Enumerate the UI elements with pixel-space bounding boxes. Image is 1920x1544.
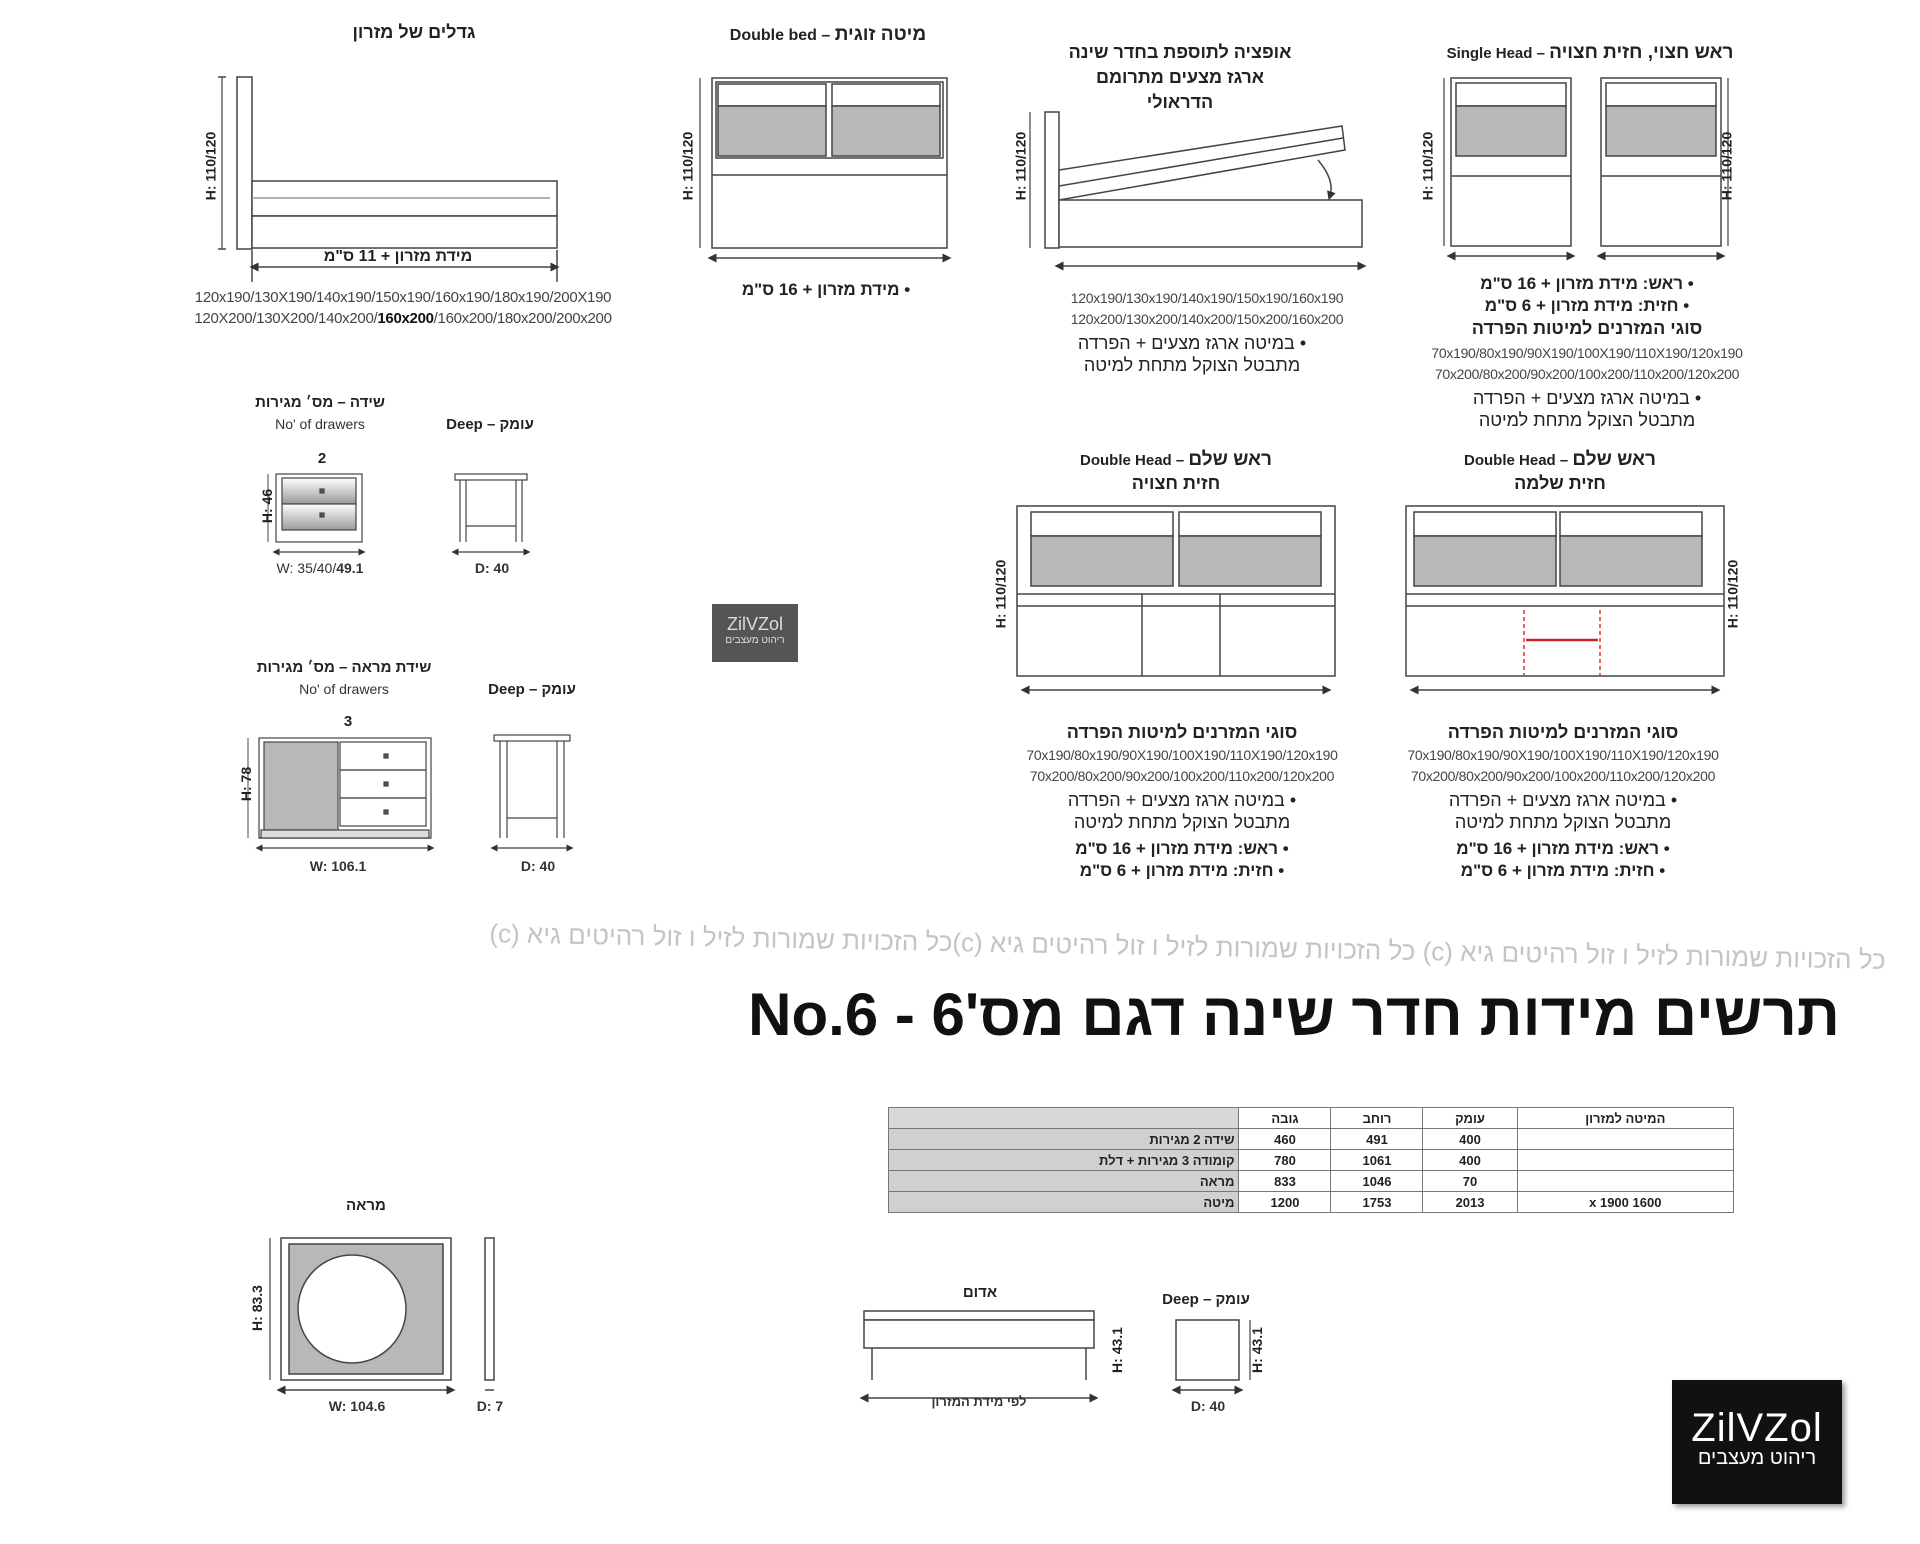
dresser-title-en: No' of drawers xyxy=(299,681,389,697)
dresser-deep-label: Deep – עומק xyxy=(488,681,576,698)
mattress-height-label: H: 110/120 xyxy=(202,131,219,201)
nightstand-title-en: No' of drawers xyxy=(275,416,365,432)
mirror-depth: D: 7 xyxy=(476,1398,504,1414)
storage-sizes-2: 120x200/130x200/140x200/150x200/160x200 xyxy=(1070,311,1344,327)
double-head-split-title: Double Head – ראש שלם xyxy=(1080,449,1272,470)
single-head-sizes-1: 70x190/80x190/90X190/100X190/110X190/120x190 xyxy=(1431,345,1743,361)
brand-logo xyxy=(1672,1380,1842,1504)
table-cell: 70 xyxy=(1423,1171,1517,1192)
mirror-title: מראה xyxy=(346,1197,386,1214)
mirror-drawing xyxy=(270,1238,494,1390)
single-head-height-right: H: 110/120 xyxy=(1718,131,1735,201)
bench-side-deep-label: Deep – עומק xyxy=(1162,1291,1250,1308)
double-head-full-sub: חזית שלמה xyxy=(1514,473,1606,493)
nightstand-height: H: 46 xyxy=(259,488,276,524)
single-head-types: סוגי המזרנים למיטות הפרדה xyxy=(1471,318,1703,338)
nightstand-drawer-count: 2 xyxy=(317,450,327,467)
mattress-sizes-line-2: 120X200/130X200/140x200/160x200/160x200/180x200/200x200 xyxy=(194,310,612,327)
nightstand-depth: D: 40 xyxy=(474,560,510,576)
spec-table-header xyxy=(889,1108,1734,1129)
table-row xyxy=(889,1171,1734,1192)
double-head-full-note-1: • במיטה ארגז מצעים + הפרדה xyxy=(1448,790,1678,810)
table-cell: 460 xyxy=(1239,1129,1331,1150)
mirror-width: W: 104.6 xyxy=(328,1398,386,1414)
single-head-note-2: • חזית: מידת מזרון + 6 ס"מ xyxy=(1484,296,1690,315)
dresser-title-he: שידת מראה – מס׳ מגירות xyxy=(256,659,432,676)
table-cell: 833 xyxy=(1239,1171,1331,1192)
table-cell: 400 xyxy=(1423,1150,1517,1171)
dresser-depth: D: 40 xyxy=(520,858,556,874)
table-cell: קומודה 3 מגירות + דלת xyxy=(889,1150,1239,1171)
table-cell: 1061 xyxy=(1331,1150,1423,1171)
nightstand-deep-label: Deep – עומק xyxy=(446,416,534,433)
bench-side-drawing xyxy=(1176,1320,1250,1390)
nightstand-width: W: 35/40/49.1 xyxy=(276,560,364,576)
spec-table xyxy=(888,1107,1734,1213)
table-cell xyxy=(1517,1129,1733,1150)
single-head-note-1: • ראש: מידת מזרון + 16 ס"מ xyxy=(1480,274,1694,293)
storage-title-3: הדראולי xyxy=(1146,92,1214,112)
double-bed-height-label: H: 110/120 xyxy=(679,131,696,201)
bench-title: אדום xyxy=(962,1284,998,1301)
double-head-full-sizes-1: 70x190/80x190/90X190/100X190/110X190/120x190 xyxy=(1407,747,1719,763)
double-bed-note: • מידת מזרון + 16 ס"מ xyxy=(741,280,911,299)
storage-title-2: ארגז מצעים מתרומם xyxy=(1096,67,1264,87)
brand-logo-name: ZilVZol xyxy=(1691,1406,1823,1450)
nightstand-side-drawing xyxy=(455,474,527,552)
double-head-full-note-4: • חזית: מידת מזרון + 6 ס"מ xyxy=(1460,861,1666,880)
table-row xyxy=(889,1129,1734,1150)
table-cell: מראה xyxy=(889,1171,1239,1192)
double-head-split-note-3: • ראש: מידת מזרון + 16 ס"מ xyxy=(1075,839,1289,858)
spec-header-height: גובה xyxy=(1239,1108,1331,1129)
double-head-full-types: סוגי המזרנים למיטות הפרדה xyxy=(1447,722,1679,742)
brand-logo-tagline: ריהוט מעצבים xyxy=(1697,1447,1817,1469)
bench-note: לפי מידת המזרון xyxy=(931,1394,1027,1409)
double-head-full-title: Double Head – ראש שלם xyxy=(1464,449,1656,470)
double-head-full-height: H: 110/120 xyxy=(1724,559,1741,629)
double-head-split-sizes-1: 70x190/80x190/90X190/100X190/110X190/120x190 xyxy=(1026,747,1338,763)
mirror-height: H: 83.3 xyxy=(248,1285,265,1331)
mattress-sizes-line-1: 120x190/130X190/140x190/150x190/160x190/180x190/200X190 xyxy=(194,289,612,306)
double-head-full-note-2: מתבטל הצוקל מתחת למיטה xyxy=(1454,812,1672,832)
dresser-side-drawing xyxy=(494,735,570,848)
bench-side-depth: D: 40 xyxy=(1190,1398,1226,1414)
spec-header-width: רוחב xyxy=(1331,1108,1423,1129)
double-head-split-height: H: 110/120 xyxy=(992,559,1009,629)
double-bed-title: Double bed – מיטה זוגית xyxy=(729,24,927,45)
bench-front-drawing xyxy=(864,1311,1094,1398)
double-head-full-sizes-2: 70x200/80x200/90x200/100x200/110x200/120x200 xyxy=(1410,768,1716,784)
copyright-watermark: כל הזכויות שמורות לזיל ו זול רהיטים גיא (c) כל הזכויות שמורות לזיל ו זול רהיטים גיא (c)כל הזכויות שמורות לזיל ו זול רהיטים גיא (c) xyxy=(489,918,1886,976)
double-bed-top-view-drawing xyxy=(700,78,947,258)
nightstand-title-he: שידה – מס׳ מגירות xyxy=(255,394,385,411)
dresser-width: W: 106.1 xyxy=(309,858,367,874)
mattress-dim-label: מידת מזרון + 11 ס"מ xyxy=(323,248,473,265)
double-head-split-types: סוגי המזרנים למיטות הפרדה xyxy=(1066,722,1298,742)
storage-title-1: אופציה לתוספת בחדר שינה xyxy=(1068,42,1292,62)
dresser-height: H: 78 xyxy=(238,766,255,802)
spec-header-mattress: המיטה למזרון xyxy=(1517,1108,1733,1129)
page-title: תרשים מידות חדר שינה דגם מס'6 - No.6 xyxy=(748,981,1840,1048)
single-head-beds-drawing xyxy=(1444,78,1728,256)
nightstand-front-drawing xyxy=(268,474,362,552)
mattress-sizes-title: גדלים של מזרון xyxy=(352,22,476,42)
double-head-full-note-3: • ראש: מידת מזרון + 16 ס"מ xyxy=(1456,839,1670,858)
storage-height-label: H: 110/120 xyxy=(1012,131,1029,201)
single-head-note-3: • במיטה ארגז מצעים + הפרדה xyxy=(1472,388,1702,408)
table-cell: 400 xyxy=(1423,1129,1517,1150)
single-head-note-4: מתבטל הצוקל מתחת למיטה xyxy=(1478,410,1696,430)
table-row xyxy=(889,1192,1734,1213)
table-cell: מיטה xyxy=(889,1192,1239,1213)
table-cell xyxy=(1517,1171,1733,1192)
double-head-split-note-4: • חזית: מידת מזרון + 6 ס"מ xyxy=(1079,861,1285,880)
bench-height: H: 43.1 xyxy=(1108,1327,1125,1373)
storage-sizes-1: 120x190/130x190/140x190/150x190/160x190 xyxy=(1070,290,1344,306)
double-head-full-drawing xyxy=(1406,506,1724,690)
table-row xyxy=(889,1150,1734,1171)
single-head-sizes-2: 70x200/80x200/90x200/100x200/110x200/120x200 xyxy=(1434,366,1740,382)
table-cell: שידה 2 מגירות xyxy=(889,1129,1239,1150)
table-cell: 1600 x 1900 xyxy=(1517,1192,1733,1213)
single-head-title: Single Head – ראש חצוי, חזית חצויה xyxy=(1446,42,1734,63)
double-head-split-note-2: מתבטל הצוקל מתחת למיטה xyxy=(1073,812,1291,832)
dresser-drawer-count: 3 xyxy=(343,713,353,730)
double-head-split-sub: חזית חצויה xyxy=(1131,473,1221,493)
bench-side-height: H: 43.1 xyxy=(1248,1327,1265,1373)
spec-header-item xyxy=(889,1108,1239,1129)
single-head-height-left: H: 110/120 xyxy=(1419,131,1436,201)
table-cell: 2013 xyxy=(1423,1192,1517,1213)
storage-note-1: • במיטה ארגז מצעים + הפרדה xyxy=(1077,333,1307,353)
storage-bed-drawing xyxy=(1030,112,1362,266)
dresser-front-drawing xyxy=(248,738,431,848)
double-head-split-note-1: • במיטה ארגז מצעים + הפרדה xyxy=(1067,790,1297,810)
table-cell: 491 xyxy=(1331,1129,1423,1150)
table-cell: 1753 xyxy=(1331,1192,1423,1213)
table-cell: 1200 xyxy=(1239,1192,1331,1213)
spec-header-depth: עומק xyxy=(1423,1108,1517,1129)
small-logo: ZilVZol ריהוט מעצבים xyxy=(712,604,798,662)
double-head-split-drawing xyxy=(1017,506,1335,690)
table-cell: 1046 xyxy=(1331,1171,1423,1192)
table-cell: 780 xyxy=(1239,1150,1331,1171)
table-cell xyxy=(1517,1150,1733,1171)
storage-note-2: מתבטל הצוקל מתחת למיטה xyxy=(1083,355,1301,375)
double-head-split-sizes-2: 70x200/80x200/90x200/100x200/110x200/120x200 xyxy=(1029,768,1335,784)
